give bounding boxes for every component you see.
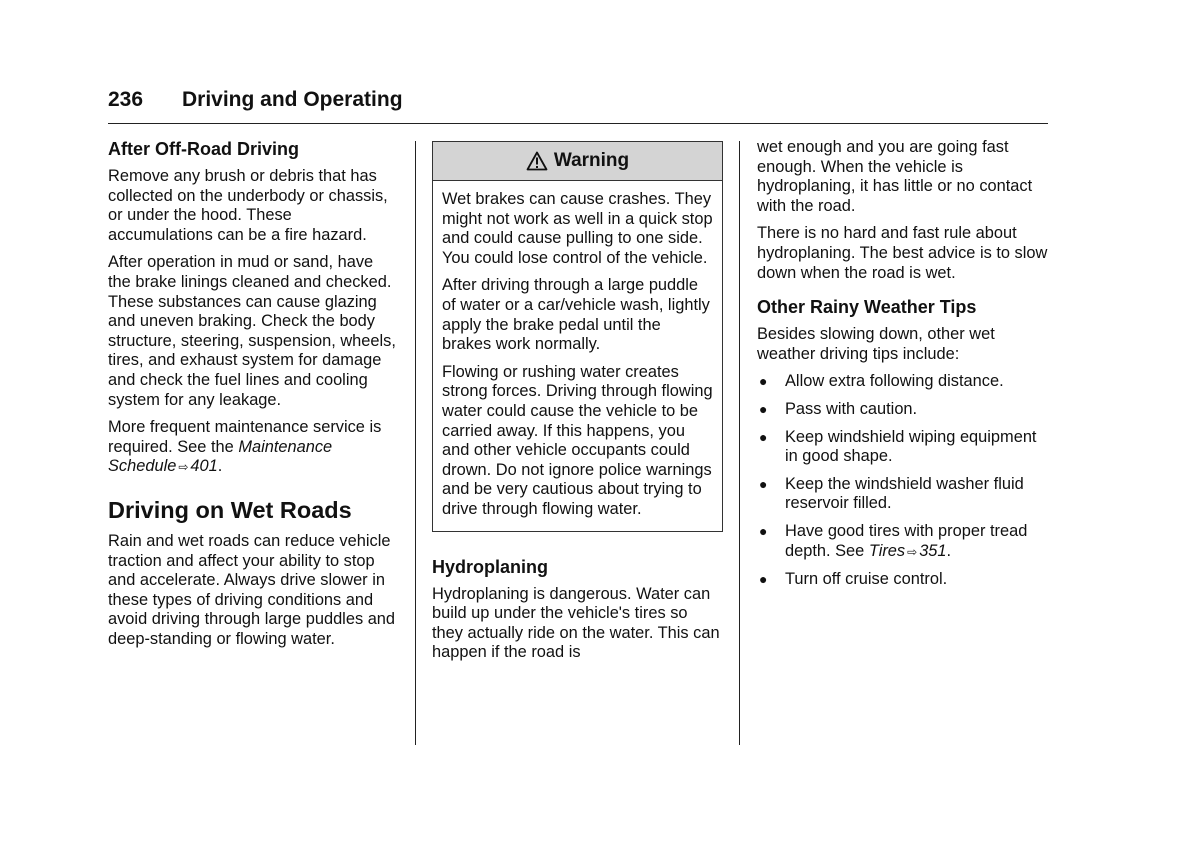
paragraph: Besides slowing down, other wet weather driving tips include:: [757, 325, 995, 363]
page-reference-arrow-icon: ⇨: [178, 460, 189, 475]
heading-other-rainy-weather-tips: Other Rainy Weather Tips: [757, 297, 977, 318]
list-item-text: Turn off cruise control.: [785, 570, 948, 589]
list-item: [757, 400, 1049, 420]
bullet-icon: ●: [759, 475, 768, 492]
list-item: [757, 522, 1049, 562]
column-3: [757, 138, 1049, 598]
warning-title: Warning: [553, 150, 630, 172]
heading-driving-on-wet-roads: Driving on Wet Roads: [108, 496, 352, 523]
warning-paragraph: Wet brakes can cause crashes. They might not work as well in a quick stop and could cause pulling to one side. You could lose control of the vehicle.: [442, 190, 713, 267]
text: .: [946, 541, 952, 560]
paragraph: Hydroplaning is dangerous. Water can build up under the vehicle's tires so they actually ride on the water. This can happen if the road is: [432, 584, 720, 662]
warning-body: [433, 181, 722, 531]
heading-after-off-road-driving: After Off-Road Driving: [108, 139, 299, 159]
section-title: Driving and Operating: [182, 88, 403, 111]
column-divider-left: [415, 141, 416, 745]
tires-link[interactable]: [869, 542, 947, 560]
column-divider-right: [739, 141, 740, 745]
text: More frequent maintenance service is required. See the: [108, 418, 382, 456]
bullet-icon: ●: [759, 373, 768, 390]
text: .: [217, 457, 223, 476]
bullet-icon: ●: [759, 571, 768, 588]
list-item-text: Pass with caution.: [785, 399, 918, 418]
page-reference: 351: [919, 541, 947, 560]
paragraph: Remove any brush or debris that has collected on the underbody or chassis, or under the hood. These accumulations can be a fire hazard.: [108, 167, 388, 244]
list-item-text: Keep windshield wiping equipment in good shape.: [785, 427, 1037, 466]
list-item: [757, 428, 1049, 467]
warning-paragraph: Flowing or rushing water creates strong forces. Driving through flowing water could cause the vehicle to be carried away. If this happens, you and other vehicle occupants could drown. Do not ignore police warnings and be very cautious about trying to drive through flowing water.: [442, 362, 713, 518]
list-item: [757, 372, 1049, 392]
bullet-icon: ●: [759, 522, 768, 539]
paragraph: wet enough and you are going fast enough. When the vehicle is hydroplaning, it has little or no contact with the road.: [757, 138, 1033, 215]
warning-header: [433, 142, 722, 181]
list-item: [757, 475, 1049, 514]
heading-hydroplaning: Hydroplaning: [432, 556, 548, 577]
page-reference-arrow-icon: ⇨: [907, 544, 918, 559]
paragraph: After operation in mud or sand, have the brake linings cleaned and checked. These substances can cause glazing and uneven braking. Check the body structure, steering, suspension, wheels, tires, and exhaust system for damage and check the fuel lines and cooling system for any leakage.: [108, 253, 396, 409]
paragraph: Rain and wet roads can reduce vehicle traction and affect your ability to stop and accelerate. Always drive slower in these types of driving conditions and avoid driving through large puddles and deep-standing or flowing water.: [108, 531, 396, 648]
page-number: 236: [108, 88, 144, 111]
text: Have good tires with proper tread depth. See: [785, 521, 1028, 560]
warning-triangle-icon: [526, 151, 548, 171]
list-item-text: Allow extra following distance.: [785, 372, 1004, 391]
column-2: [432, 141, 723, 671]
bullet-icon: ●: [759, 428, 768, 445]
paragraph-maintenance-reference: [108, 418, 400, 478]
page-reference: 401: [190, 457, 218, 476]
link-text: Maintenance Schedule: [108, 437, 333, 476]
tips-list: [757, 372, 1049, 589]
column-1: [108, 138, 400, 657]
bullet-icon: ●: [759, 400, 768, 417]
link-text: Tires: [868, 541, 906, 560]
warning-box: [432, 141, 723, 532]
header-rule: [108, 123, 1048, 124]
list-item: [757, 570, 1049, 590]
warning-paragraph: After driving through a large puddle of water or a car/vehicle wash, lightly apply the brake pedal until the brakes work normally.: [442, 276, 710, 354]
paragraph: There is no hard and fast rule about hydroplaning. The best advice is to slow down when the road is wet.: [757, 224, 1048, 282]
list-item-text: Keep the windshield washer fluid reservoir filled.: [785, 474, 1024, 513]
